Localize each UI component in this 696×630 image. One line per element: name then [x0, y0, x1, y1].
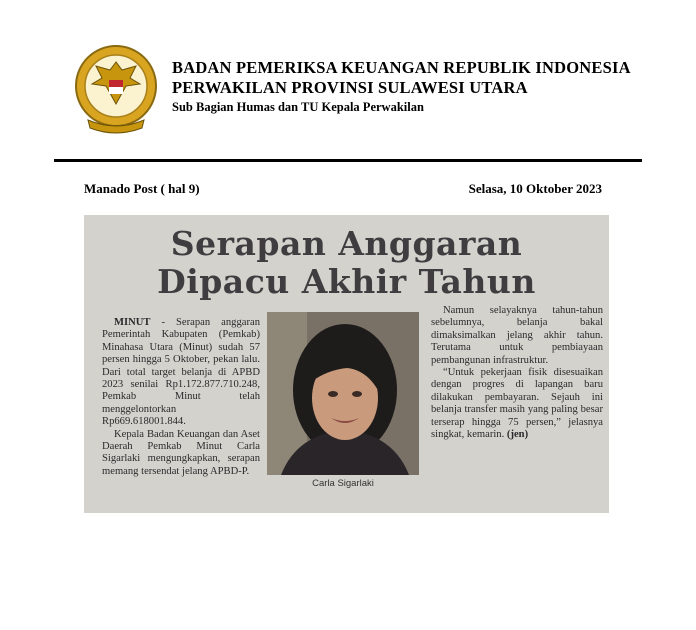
- sub-division: Sub Bagian Humas dan TU Kepala Perwakilan: [172, 100, 424, 114]
- office-name: PERWAKILAN PROVINSI SULAWESI UTARA: [172, 78, 528, 97]
- letterhead: [172, 58, 631, 116]
- article-column-left: [102, 317, 260, 478]
- portrait-photo: [267, 312, 419, 475]
- clipping-source: Manado Post ( hal 9): [84, 181, 200, 196]
- header-divider: [54, 159, 642, 162]
- photo-caption: Carla Sigarlaki: [312, 478, 374, 489]
- bpk-emblem-logo: [66, 40, 166, 140]
- article-column-right: [431, 305, 603, 441]
- dateline: MINUT: [114, 317, 151, 328]
- paragraph-3: Namun selayaknya tahun-tahun sebelumnya, belanja bakal dimaksimalkan jelang akhir tahun. Terutama untuk pembiayaan pembangunan infrastruktur.: [431, 305, 603, 366]
- paragraph-4: “Untuk pekerjaan fisik disesuaikan dengan progres di lapangan baru dilakukan pembayaran. Sejauh ini belanja transfer masih yang paling besar terserap hingga 75 persen,” jelasnya singkat, kemarin.: [431, 367, 603, 441]
- clipping-date: Selasa, 10 Oktober 2023: [468, 181, 602, 196]
- newspaper-clipping: [84, 215, 609, 513]
- headline-line-1: Serapan Anggaran: [170, 224, 523, 263]
- paragraph-1: - Serapan anggaran Pemerintah Kabupaten (Pemkab) Minahasa Utara (Minut) sudah 57 persen hingga 5 Oktober, pekan lalu. Dari total target belanja di APBD 2023 senilai Rp1.172.877.710.248, Pemkab Minut telah menggelontorkan Rp669.618001.844.: [102, 317, 260, 428]
- institution-name: BADAN PEMERIKSA KEUANGAN REPUBLIK INDONESIA: [172, 58, 631, 77]
- paragraph-2: Kepala Badan Keuangan dan Aset Daerah Pemkab Minut Carla Sigarlaki mengungkapkan, serapan memang tersendat jelang APBD-P.: [102, 428, 260, 477]
- headline-line-2: Dipacu Akhir Tahun: [157, 262, 536, 301]
- byline: (jen): [506, 429, 529, 441]
- article-headline: [84, 225, 609, 301]
